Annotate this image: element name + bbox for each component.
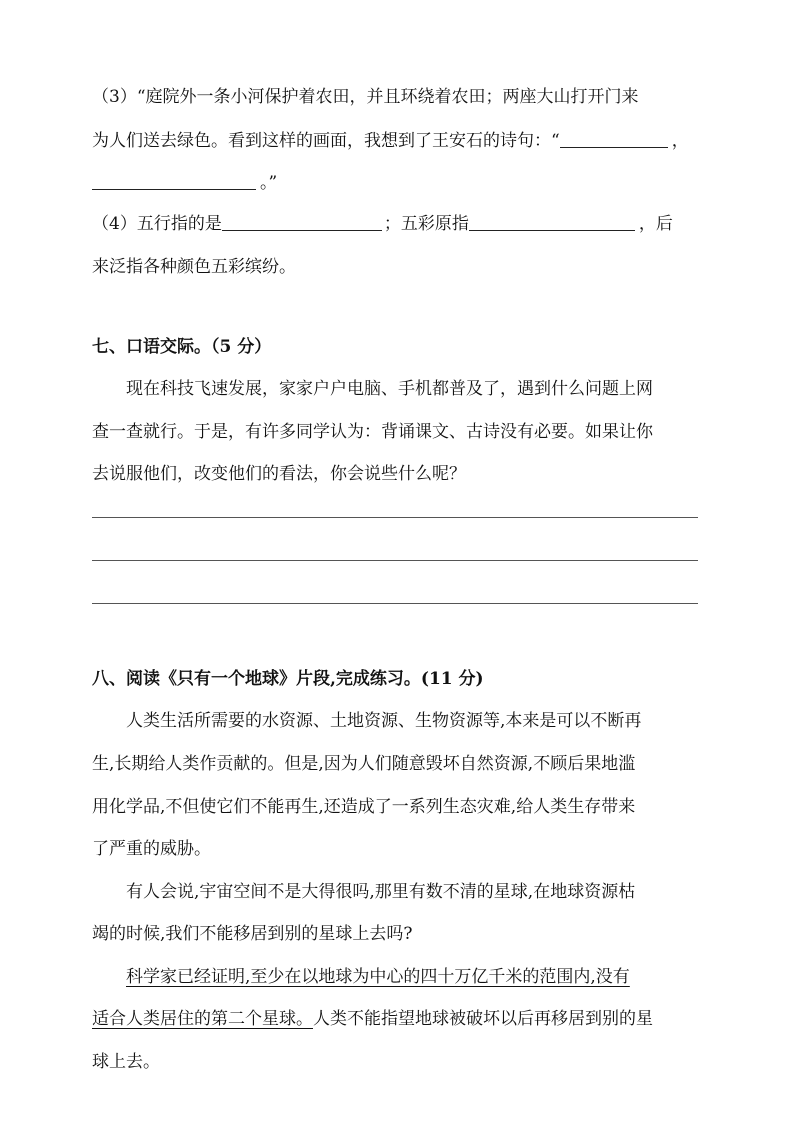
q3-text-1: （3）“庭院外一条小河保护着农田，并且环绕着农田；两座大山打开门来 — [92, 87, 639, 107]
s8-p1-line1: 人类生活所需要的水资源、土地资源、生物资源等,本来是可以不断再 — [126, 711, 642, 731]
s8-p1-line4: 了严重的威胁。 — [92, 839, 211, 859]
q4-text-2: 来泛指各种颜色五彩缤纷。 — [92, 257, 296, 277]
wucai-blank[interactable] — [469, 214, 635, 231]
s8-p3-line2 — [92, 1008, 653, 1030]
poem-blank-2[interactable] — [92, 173, 256, 190]
q4-line1 — [92, 213, 673, 235]
q4-line2 — [92, 256, 296, 278]
answer-line-2[interactable] — [92, 560, 698, 561]
q4-text-a: （4）五行指的是 — [92, 214, 222, 234]
section7-para-line3: 去说服他们，改变他们的看法，你会说些什么呢？ — [92, 464, 466, 484]
s8-p1-line2: 生,长期给人类作贡献的。但是,因为人们随意毁坏自然资源,不顾后果地滥 — [92, 754, 636, 774]
section7-para-line2: 查一查就行。于是，有许多同学认为：背诵课文、古诗没有必要。如果让你 — [92, 422, 653, 442]
q3-line3 — [92, 172, 277, 194]
q3-end: 。” — [260, 173, 278, 193]
q3-line2 — [92, 130, 689, 152]
poem-blank-1[interactable] — [560, 131, 668, 148]
s8-p1-line3: 用化学品,不但使它们不能再生,还造成了一系列生态灾难,给人类生存带来 — [92, 797, 636, 817]
underlined-sentence-part2: 适合人类居住的第二个星球。 — [92, 1009, 313, 1029]
q3-text-2: 为人们送去绿色。看到这样的画面，我想到了王安石的诗句：“ — [92, 131, 560, 151]
answer-line-3[interactable] — [92, 603, 698, 604]
wuxing-blank[interactable] — [222, 214, 382, 231]
q4-text-c: ，后 — [638, 214, 673, 234]
s8-p2-line2: 竭的时候,我们不能移居到别的星球上去吗? — [92, 924, 413, 944]
s8-p2-line1: 有人会说,宇宙空间不是大得很吗,那里有数不清的星球,在地球资源枯 — [126, 882, 636, 902]
q3-comma: ， — [671, 131, 689, 151]
underlined-sentence-part1: 科学家已经证明,至少在以地球为中心的四十万亿千米的范围内,没有 — [126, 967, 630, 987]
section7-para-line1: 现在科技飞速发展，家家户户电脑、手机都普及了，遇到什么问题上网 — [126, 379, 653, 399]
section8-title: 八、阅读《只有一个地球》片段,完成练习。(11 分) — [92, 669, 484, 689]
s8-p3-line1 — [92, 966, 630, 988]
s8-p3-line2-rest: 人类不能指望地球被破坏以后再移居到别的星 — [313, 1009, 653, 1029]
q3-line1 — [92, 86, 639, 108]
answer-line-1[interactable] — [92, 517, 698, 518]
section7-title: 七、口语交际。（5 分） — [92, 337, 272, 357]
s8-p3-line3: 球上去。 — [92, 1052, 160, 1072]
q4-text-b: ；五彩原指 — [383, 214, 469, 234]
